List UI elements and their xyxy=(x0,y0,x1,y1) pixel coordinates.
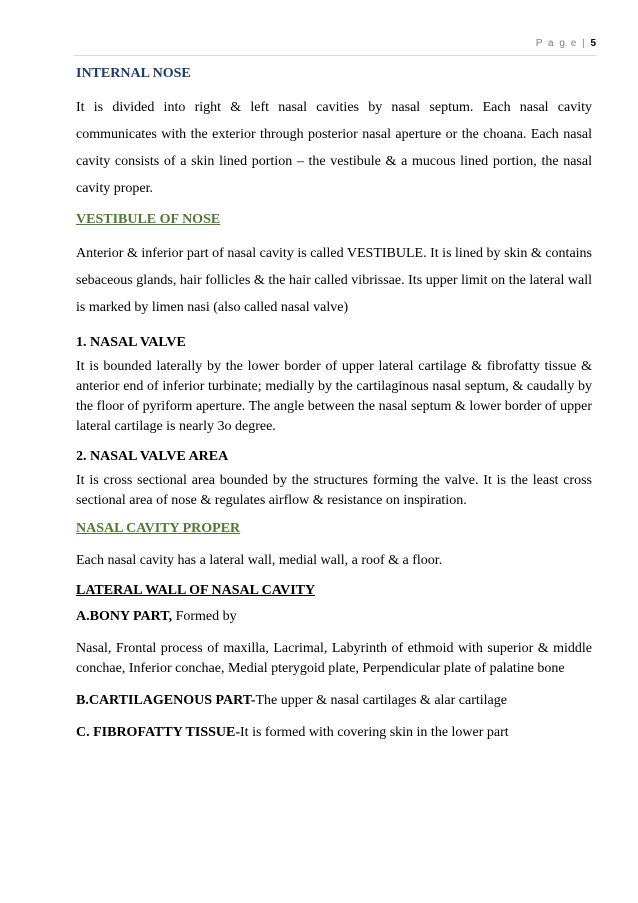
cartilagenous-part-label: B.CARTILAGENOUS PART- xyxy=(76,693,256,708)
bony-part-line xyxy=(76,607,592,627)
heading-internal-nose: INTERNAL NOSE xyxy=(76,66,191,81)
page-content xyxy=(76,66,592,743)
fibrofatty-tissue-text: It is formed with covering skin in the lower part xyxy=(240,725,509,740)
paragraph-vestibule: Anterior & inferior part of nasal cavity is called VESTIBULE. It is lined by skin & contains sebaceous glands, hair follicles & the hair called vibrissae. Its upper limit on the lateral wall is marked by limen nasi (also called nasal valve) xyxy=(76,246,592,315)
paragraph-bony-part: Nasal, Frontal process of maxilla, Lacrimal, Labyrinth of ethmoid with superior & middle conchae, Inferior conchae, Medial pterygoid plate, Perpendicular plate of palatine bone xyxy=(76,641,592,676)
paragraph-nasal-valve: It is bounded laterally by the lower border of upper lateral cartilage & fibrofatty tissue & anterior end of inferior turbinate; medially by the cartilaginous nasal septum, & caudally by the floor of pyriform aperture. The angle between the nasal septum & lower border of upper lateral cartilage is nearly 3o degree. xyxy=(76,359,592,434)
page-number: 5 xyxy=(590,38,596,49)
fibrofatty-tissue-label: C. FIBROFATTY TISSUE- xyxy=(76,725,241,740)
paragraph-nasal-valve-area: It is cross sectional area bounded by the structures forming the valve. It is the least cross sectional area of nose & regulates airflow & resistance on inspiration. xyxy=(76,473,592,508)
heading-nasal-valve-area: 2. NASAL VALVE AREA xyxy=(76,449,229,464)
heading-nasal-valve: 1. NASAL VALVE xyxy=(76,335,186,350)
bony-part-label: A.BONY PART, xyxy=(76,609,173,624)
page-label: P a g e xyxy=(535,38,578,49)
paragraph-nasal-cavity-proper: Each nasal cavity has a lateral wall, medial wall, a roof & a floor. xyxy=(76,553,443,568)
cartilagenous-part-text: The upper & nasal cartilages & alar cartilage xyxy=(255,693,507,708)
heading-vestibule: VESTIBULE OF NOSE xyxy=(76,212,221,227)
cartilagenous-part-line xyxy=(76,691,592,711)
page-separator: | xyxy=(582,38,587,49)
fibrofatty-tissue-line xyxy=(76,723,592,743)
heading-nasal-cavity-proper: NASAL CAVITY PROPER xyxy=(76,521,241,536)
heading-lateral-wall: LATERAL WALL OF NASAL CAVITY xyxy=(76,583,316,598)
bony-part-suffix: Formed by xyxy=(172,609,237,624)
paragraph-internal-nose: It is divided into right & left nasal cavities by nasal septum. Each nasal cavity communicates with the exterior through posterior nasal aperture or the choana. Each nasal cavity consists of a skin lined portion – the vestibule & a mucous lined portion, the nasal cavity proper. xyxy=(76,100,592,196)
page-header xyxy=(74,38,596,56)
